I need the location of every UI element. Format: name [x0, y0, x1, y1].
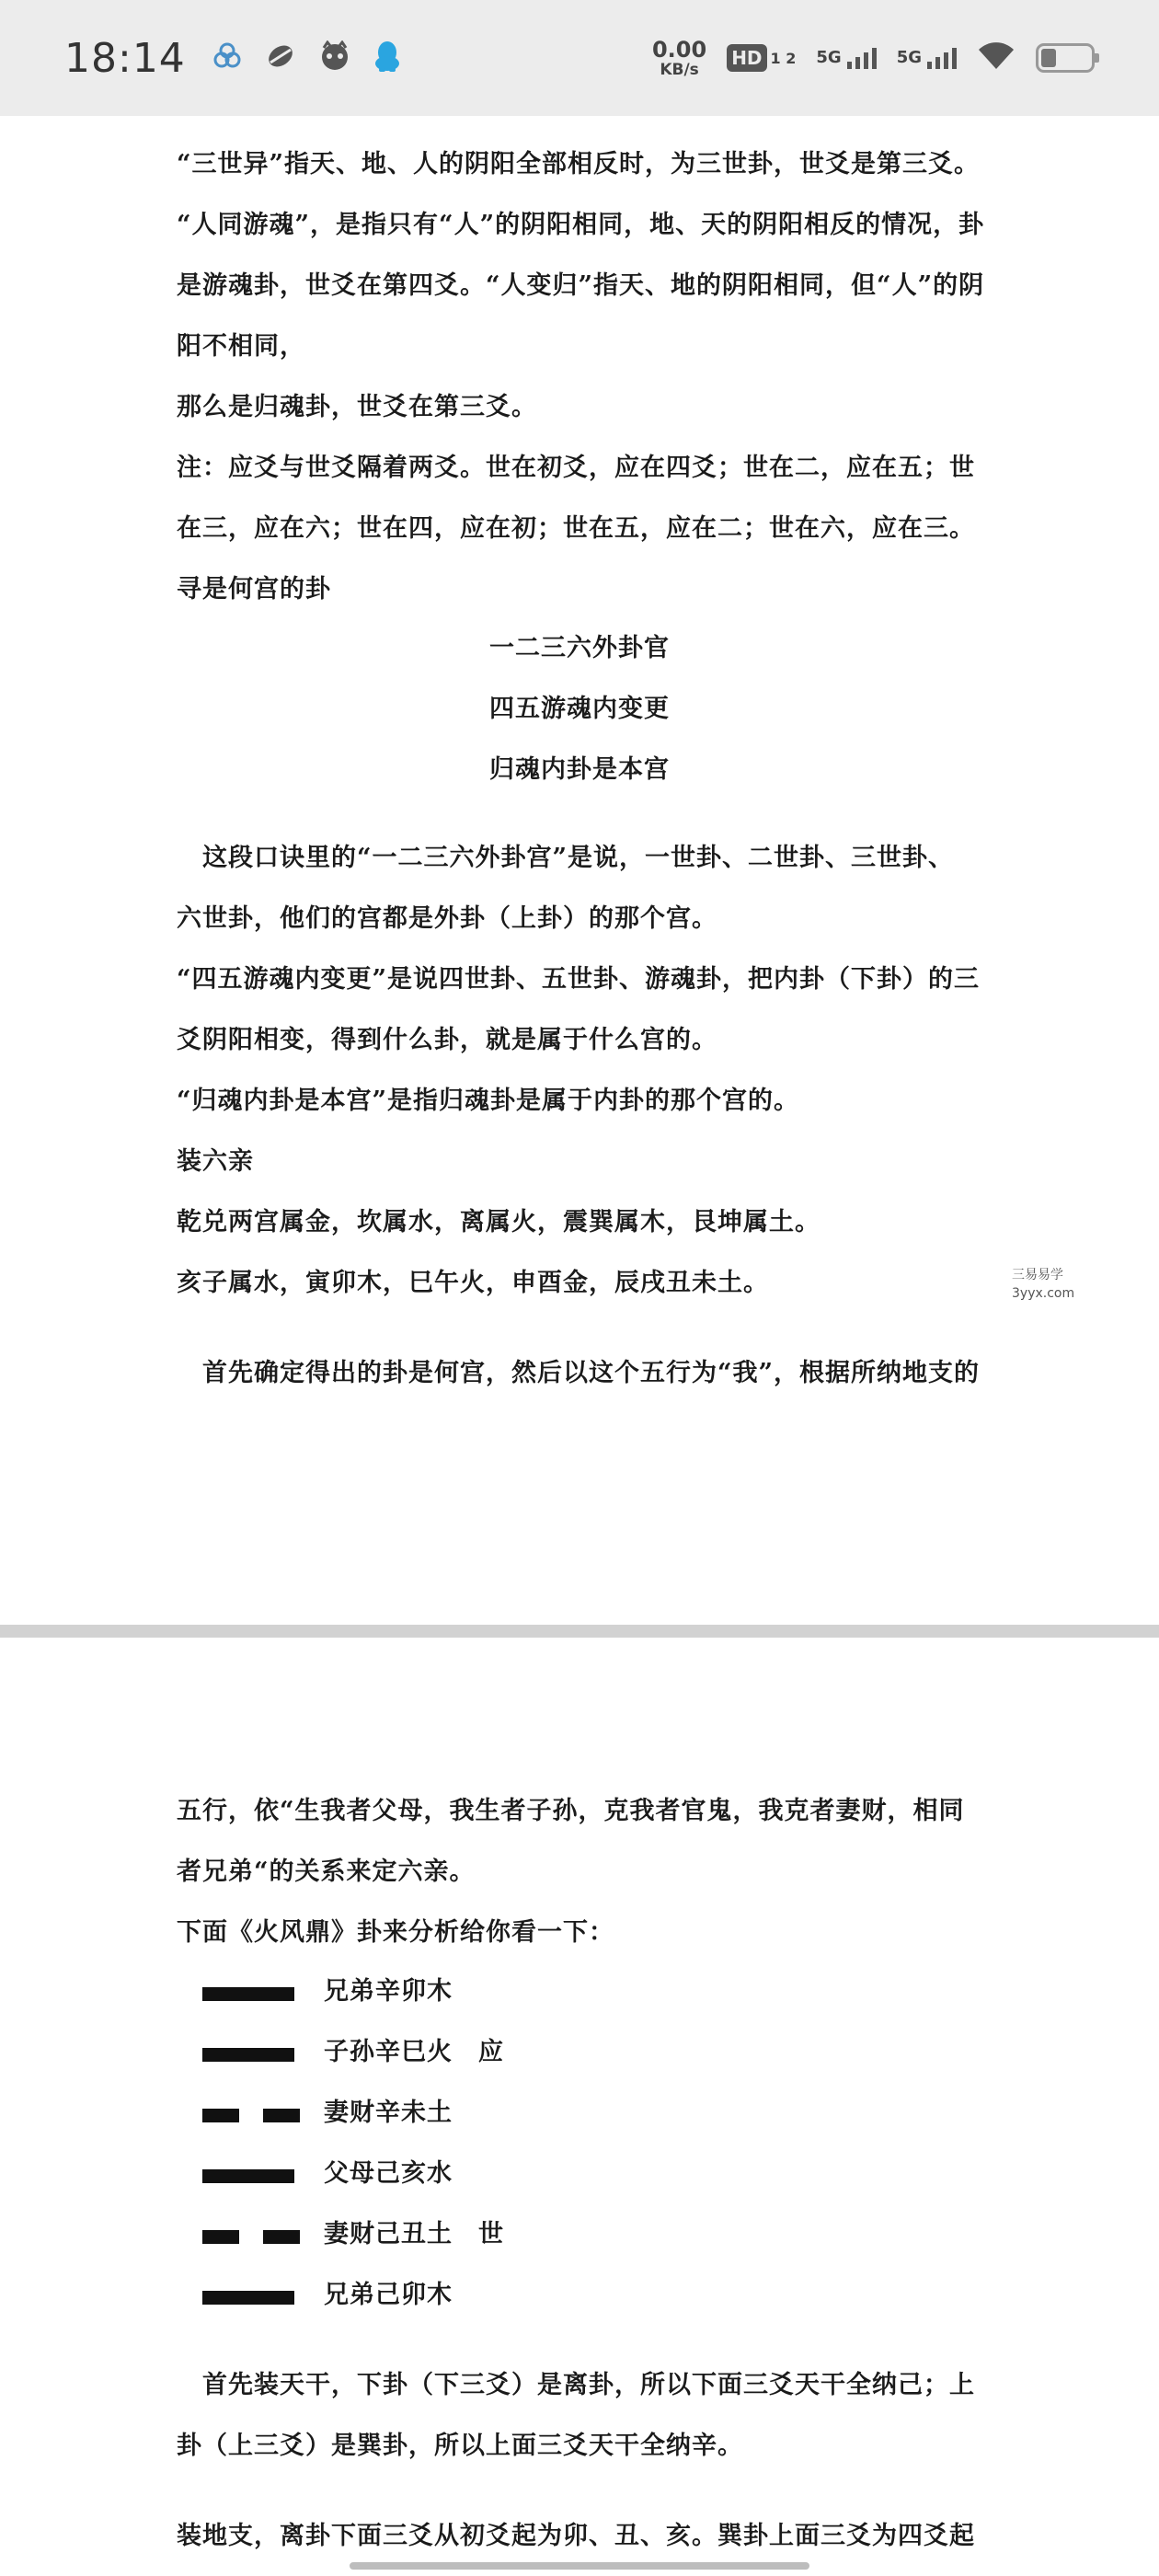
notification-icons — [212, 40, 401, 76]
text-line: 下面《火风鼎》卦来分析给你看一下： — [177, 1918, 614, 1947]
text-line: 这段口诀里的“一二三六外卦宫”是说，一世卦、二世卦、三世卦、 — [177, 844, 955, 872]
network-speed-unit: KB/s — [660, 60, 699, 79]
section-heading: 装六亲 — [177, 1147, 254, 1176]
section-heading: 寻是何宫的卦 — [177, 575, 331, 604]
status-bar — [0, 0, 1159, 116]
app-icon-b — [265, 40, 296, 75]
text-line: “四五游魂内变更”是说四世卦、五世卦、游魂卦，把内卦（下卦）的三 — [177, 965, 981, 994]
watermark-text: 三易易学 — [1012, 1268, 1063, 1282]
signal-label-2: 5G — [896, 47, 922, 67]
hd-sim-indicator: 1 2 — [770, 49, 797, 67]
document-page-1[interactable] — [0, 116, 1159, 1625]
text-line: 五行，依“生我者父母，我生者子孙，克我者官鬼，我克者妻财，相同 — [177, 1797, 965, 1825]
system-indicators — [651, 36, 1095, 79]
text-line: 乾兑两宫属金，坎属水，离属火，震巽属木，艮坤属土。 — [177, 1208, 820, 1236]
text-line: 者兄弟“的关系来定六亲。 — [177, 1857, 476, 1886]
text-line: 亥子属水，寅卯木，巳午火，申酉金，辰戌丑未土。 — [177, 1269, 769, 1297]
battery-icon — [1036, 43, 1095, 73]
verse-line: 归魂内卦是本宫 — [489, 755, 670, 784]
yao-label: 子孙辛巳火 应 — [324, 2038, 504, 2066]
signal-icon-2 — [897, 48, 957, 69]
document-page-2[interactable] — [0, 1638, 1159, 2576]
text-line: “归魂内卦是本宫”是指归魂卦是属于内卦的那个宫的。 — [177, 1087, 800, 1115]
watermark — [1012, 1266, 1074, 1304]
yao-label: 兄弟辛卯木 — [324, 1977, 453, 2006]
yao-label: 兄弟己卯木 — [324, 2281, 453, 2309]
text-line: “三世异”指天、地、人的阴阳全部相反时，为三世卦，世爻是第三爻。 — [177, 150, 981, 178]
home-indicator[interactable] — [350, 2562, 809, 2570]
yao-label: 妻财辛未土 — [324, 2099, 453, 2127]
signal-label-1: 5G — [816, 47, 842, 67]
verse-line: 四五游魂内变更 — [489, 695, 670, 723]
network-speed — [651, 36, 707, 79]
yao-label: 妻财己丑土 世 — [324, 2220, 504, 2248]
app-icon-a — [212, 42, 243, 74]
page-separator — [0, 1625, 1159, 1638]
text-line: 装地支，离卦下面三爻从初爻起为卯、丑、亥。巽卦上面三爻为四爻起 — [177, 2522, 975, 2550]
signal-icon-1 — [816, 48, 876, 69]
network-speed-value: 0.00 — [651, 36, 707, 63]
text-line: 是游魂卦，世爻在第四爻。“人变归”指天、地的阴阳相同，但“人”的阴 — [177, 271, 985, 300]
text-line: 在三，应在六；世在四，应在初；世在五，应在二；世在六，应在三。 — [177, 514, 975, 543]
verse-line: 一二三六外卦官 — [489, 634, 670, 662]
text-line: 六世卦，他们的宫都是外卦（上卦）的那个宫。 — [177, 904, 717, 933]
text-line: “人同游魂”，是指只有“人”的阴阳相同，地、天的阴阳相反的情况，卦 — [177, 211, 985, 239]
text-line: 首先装天干，下卦（下三爻）是离卦，所以下面三爻天干全纳己；上 — [177, 2371, 975, 2399]
text-line: 阳不相同， — [177, 332, 305, 361]
qq-icon — [373, 40, 401, 76]
hd-voice-icon: HD — [727, 44, 766, 72]
text-line: 首先确定得出的卦是何宫，然后以这个五行为“我”，根据所纳地支的 — [177, 1359, 981, 1387]
yao-label: 父母己亥水 — [324, 2159, 453, 2188]
watermark-url: 3yyx.com — [1012, 1286, 1075, 1302]
text-line: 爻阴阳相变，得到什么卦，就是属于什么宫的。 — [177, 1026, 717, 1054]
text-line: 那么是归魂卦，世爻在第三爻。 — [177, 393, 537, 421]
text-line: 注：应爻与世爻隔着两爻。世在初爻，应在四爻；世在二，应在五；世 — [177, 454, 975, 482]
app-icon-c — [318, 40, 351, 75]
wifi-icon — [977, 41, 1016, 75]
clock: 18:14 — [64, 34, 186, 82]
text-line: 卦（上三爻）是巽卦，所以上面三爻天干全纳辛。 — [177, 2432, 743, 2460]
